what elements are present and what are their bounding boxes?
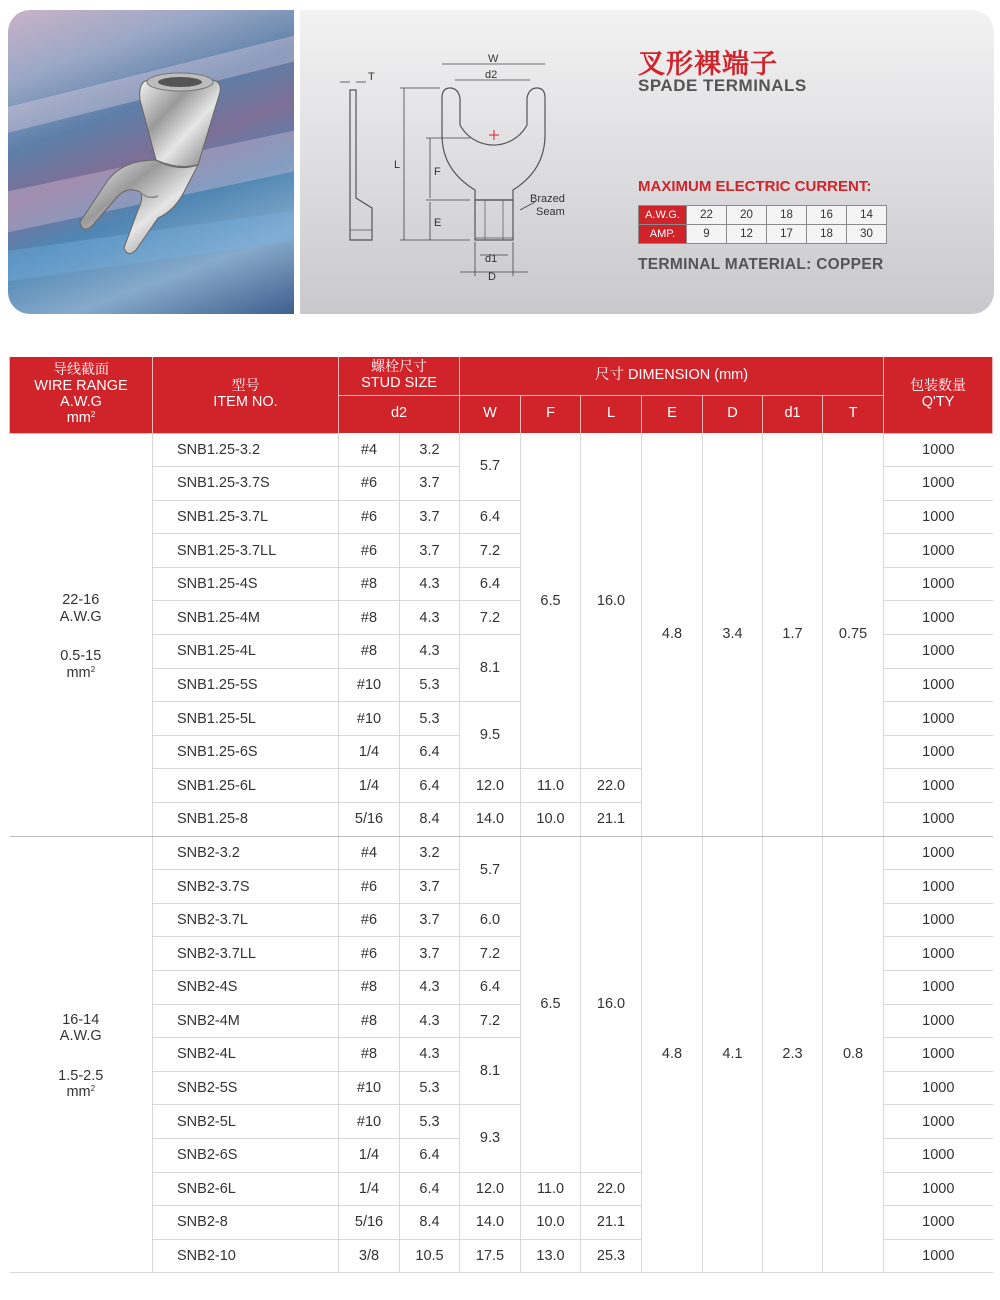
l-value: 25.3 [581, 1239, 642, 1273]
d-value: 3.4 [703, 433, 763, 836]
d2: 4.3 [400, 567, 460, 601]
d2: 10.5 [400, 1239, 460, 1273]
l-value: 22.0 [581, 769, 642, 803]
amp-value: 9 [687, 225, 727, 244]
col-L: L [581, 395, 642, 433]
col-T: T [823, 395, 884, 433]
item-no: SNB2-6L [153, 1172, 339, 1206]
item-no: SNB1.25-5S [153, 668, 339, 702]
label-T: T [368, 71, 375, 83]
stud: 1/4 [339, 769, 400, 803]
w-value: 12.0 [460, 1172, 521, 1206]
stud: #8 [339, 971, 400, 1005]
w-value: 17.5 [460, 1239, 521, 1273]
stud: #8 [339, 567, 400, 601]
w-value: 7.2 [460, 601, 521, 635]
d2: 6.4 [400, 1172, 460, 1206]
stud: 3/8 [339, 1239, 400, 1273]
qty: 1000 [884, 534, 993, 568]
e-value: 4.8 [642, 433, 703, 836]
amp-value: 17 [767, 225, 807, 244]
t-value: 0.75 [823, 433, 884, 836]
d2: 4.3 [400, 635, 460, 669]
qty: 1000 [884, 836, 993, 870]
stud: #6 [339, 467, 400, 501]
d2: 5.3 [400, 1071, 460, 1105]
w-value: 8.1 [460, 635, 521, 702]
w-value: 5.7 [460, 836, 521, 903]
spec-table [9, 357, 993, 1273]
d2: 3.7 [400, 903, 460, 937]
d2: 3.7 [400, 500, 460, 534]
qty: 1000 [884, 971, 993, 1005]
stud: #10 [339, 702, 400, 736]
col-D: D [703, 395, 763, 433]
item-no: SNB2-3.7LL [153, 937, 339, 971]
amp-value: 18 [807, 225, 847, 244]
spade-terminal-image [8, 10, 294, 314]
amp-value: 12 [727, 225, 767, 244]
label-brazed: Brazed [530, 193, 565, 205]
stud: #8 [339, 1004, 400, 1038]
awg-value: 22 [687, 206, 727, 225]
qty: 1000 [884, 1138, 993, 1172]
w-value: 14.0 [460, 1206, 521, 1240]
item-no: SNB1.25-6L [153, 769, 339, 803]
item-no: SNB2-5S [153, 1071, 339, 1105]
stud: #4 [339, 836, 400, 870]
d2: 5.3 [400, 702, 460, 736]
awg-value: 16 [807, 206, 847, 225]
col-d1: d1 [763, 395, 823, 433]
item-no: SNB2-5L [153, 1105, 339, 1139]
col-dimension: 尺寸 DIMENSION (mm) [460, 357, 884, 395]
col-stud-size: 螺栓尺寸 STUD SIZE [339, 357, 460, 395]
item-no: SNB2-8 [153, 1206, 339, 1240]
col-qty: 包装数量 Q'TY [884, 357, 993, 433]
item-no: SNB2-4L [153, 1038, 339, 1072]
wire-range-cell: 16-14 A.W.G 1.5-2.5 $mm^2$ [10, 836, 153, 1273]
item-no: SNB2-3.7S [153, 870, 339, 904]
item-no: SNB1.25-4L [153, 635, 339, 669]
d2: 4.3 [400, 601, 460, 635]
label-L: L [394, 159, 401, 171]
label-F: F [434, 166, 441, 178]
d-value: 4.1 [703, 836, 763, 1273]
qty: 1000 [884, 1071, 993, 1105]
d2: 3.7 [400, 870, 460, 904]
qty: 1000 [884, 567, 993, 601]
qty: 1000 [884, 1004, 993, 1038]
w-value: 6.4 [460, 567, 521, 601]
qty: 1000 [884, 601, 993, 635]
f-value: 6.5 [521, 836, 581, 1172]
stud: 1/4 [339, 1138, 400, 1172]
item-no: SNB2-3.7L [153, 903, 339, 937]
l-value: 21.1 [581, 1206, 642, 1240]
stud: 5/16 [339, 803, 400, 837]
item-no: SNB1.25-8 [153, 803, 339, 837]
amp-value: 30 [847, 225, 887, 244]
w-value: 7.2 [460, 1004, 521, 1038]
stud: #6 [339, 937, 400, 971]
item-no: SNB1.25-4S [153, 567, 339, 601]
qty: 1000 [884, 668, 993, 702]
amp-row [639, 225, 887, 244]
item-no: SNB2-4S [153, 971, 339, 1005]
label-D: D [488, 271, 496, 280]
f-value: 13.0 [521, 1239, 581, 1273]
table-row [10, 433, 993, 467]
f-value: 11.0 [521, 1172, 581, 1206]
label-seam: Seam [536, 206, 565, 218]
f-value: 10.0 [521, 803, 581, 837]
d2: 8.4 [400, 1206, 460, 1240]
d2: 6.4 [400, 1138, 460, 1172]
l-value: 16.0 [581, 433, 642, 769]
item-no: SNB1.25-3.2 [153, 433, 339, 467]
w-value: 6.0 [460, 903, 521, 937]
stud: #10 [339, 1105, 400, 1139]
item-no: SNB1.25-6S [153, 735, 339, 769]
qty: 1000 [884, 1105, 993, 1139]
col-wire-range: 导线截面 WIRE RANGE A.W.G $mm^2$ [10, 357, 153, 433]
label-d1: d1 [485, 253, 498, 265]
stud: 1/4 [339, 735, 400, 769]
w-value: 14.0 [460, 803, 521, 837]
stud: 5/16 [339, 1206, 400, 1240]
item-no: SNB1.25-3.7S [153, 467, 339, 501]
qty: 1000 [884, 1172, 993, 1206]
wire-range-cell: 22-16 A.W.G 0.5-15 $mm^2$ [10, 433, 153, 836]
table-row [10, 836, 993, 870]
d2: 3.7 [400, 534, 460, 568]
d2: 3.2 [400, 836, 460, 870]
col-d2: d2 [339, 395, 460, 433]
col-item-no: 型号 ITEM NO. [153, 357, 339, 433]
stud: #6 [339, 500, 400, 534]
col-F: F [521, 395, 581, 433]
w-value: 7.2 [460, 937, 521, 971]
qty: 1000 [884, 1038, 993, 1072]
item-no: SNB1.25-3.7L [153, 500, 339, 534]
qty: 1000 [884, 500, 993, 534]
w-value: 6.4 [460, 500, 521, 534]
qty: 1000 [884, 937, 993, 971]
qty: 1000 [884, 702, 993, 736]
f-value: 10.0 [521, 1206, 581, 1240]
qty: 1000 [884, 903, 993, 937]
d2: 5.3 [400, 668, 460, 702]
t-value: 0.8 [823, 836, 884, 1273]
w-value: 12.0 [460, 769, 521, 803]
qty: 1000 [884, 735, 993, 769]
w-value: 7.2 [460, 534, 521, 568]
qty: 1000 [884, 803, 993, 837]
qty: 1000 [884, 635, 993, 669]
qty: 1000 [884, 433, 993, 467]
stud: #8 [339, 601, 400, 635]
w-value: 5.7 [460, 433, 521, 500]
product-photo [8, 10, 294, 314]
l-value: 16.0 [581, 836, 642, 1172]
d2: 6.4 [400, 769, 460, 803]
w-value: 9.3 [460, 1105, 521, 1172]
d2: 3.7 [400, 937, 460, 971]
qty: 1000 [884, 870, 993, 904]
awg-label: A.W.G. [639, 206, 687, 225]
d2: 5.3 [400, 1105, 460, 1139]
stud: #6 [339, 534, 400, 568]
d1-value: 2.3 [763, 836, 823, 1273]
d1-value: 1.7 [763, 433, 823, 836]
item-no: SNB2-6S [153, 1138, 339, 1172]
item-no: SNB2-3.2 [153, 836, 339, 870]
w-value: 8.1 [460, 1038, 521, 1105]
stud: #4 [339, 433, 400, 467]
awg-value: 18 [767, 206, 807, 225]
stud: #10 [339, 668, 400, 702]
awg-value: 14 [847, 206, 887, 225]
stud: #8 [339, 1038, 400, 1072]
d2: 4.3 [400, 1038, 460, 1072]
label-W: W [488, 53, 499, 65]
d2: 4.3 [400, 1004, 460, 1038]
item-no: SNB1.25-5L [153, 702, 339, 736]
material-note: TERMINAL MATERIAL: COPPER [638, 256, 884, 273]
header-banner [8, 10, 994, 316]
page-title-cn: 叉形裸端子 [638, 49, 778, 80]
w-value: 6.4 [460, 971, 521, 1005]
item-no: SNB2-4M [153, 1004, 339, 1038]
d2: 3.7 [400, 467, 460, 501]
item-no: SNB2-10 [153, 1239, 339, 1273]
item-no: SNB1.25-4M [153, 601, 339, 635]
l-value: 21.1 [581, 803, 642, 837]
qty: 1000 [884, 769, 993, 803]
stud: #8 [339, 635, 400, 669]
table-header-row [10, 357, 993, 395]
e-value: 4.8 [642, 836, 703, 1273]
col-E: E [642, 395, 703, 433]
awg-value: 20 [727, 206, 767, 225]
current-title: MAXIMUM ELECTRIC CURRENT: [638, 178, 872, 195]
l-value: 22.0 [581, 1172, 642, 1206]
f-value: 6.5 [521, 433, 581, 769]
label-d2: d2 [485, 69, 498, 81]
item-no: SNB1.25-3.7LL [153, 534, 339, 568]
d2: 4.3 [400, 971, 460, 1005]
page-title-en: SPADE TERMINALS [638, 76, 807, 95]
f-value: 11.0 [521, 769, 581, 803]
stud: #6 [339, 870, 400, 904]
stud: 1/4 [339, 1172, 400, 1206]
stud: #6 [339, 903, 400, 937]
stud: #10 [339, 1071, 400, 1105]
awg-row [639, 206, 887, 225]
d2: 3.2 [400, 433, 460, 467]
d2: 6.4 [400, 735, 460, 769]
dimension-drawing [320, 50, 590, 280]
label-E: E [434, 217, 442, 229]
w-value: 9.5 [460, 702, 521, 769]
qty: 1000 [884, 1206, 993, 1240]
amp-label: AMP. [639, 225, 687, 244]
current-table [638, 205, 887, 244]
qty: 1000 [884, 1239, 993, 1273]
qty: 1000 [884, 467, 993, 501]
d2: 8.4 [400, 803, 460, 837]
info-panel [300, 10, 994, 314]
col-W: W [460, 395, 521, 433]
